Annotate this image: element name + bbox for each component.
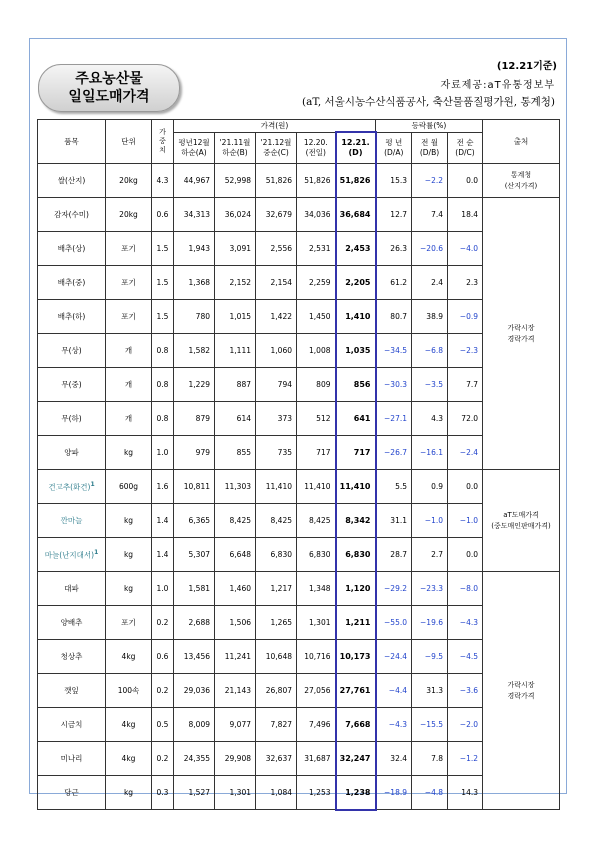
price-b: 1,015 — [215, 300, 256, 334]
unit: 100속 — [106, 674, 152, 708]
change-dc: −4.3 — [448, 606, 483, 640]
footnote-marker: 1 — [94, 548, 99, 556]
price-c: 2,556 — [256, 232, 297, 266]
header-price-col: 평년12월 하순(A) — [174, 132, 215, 164]
source-provider: 자료제공:aT유통정보부 — [440, 80, 555, 91]
change-db: 7.8 — [412, 742, 448, 776]
item-name: 청상추 — [38, 640, 106, 674]
change-dc: −2.4 — [448, 436, 483, 470]
header-weight: 가 중 치 — [152, 120, 174, 164]
title-line-2: 일일도매가격 — [68, 89, 150, 105]
weight: 0.6 — [152, 198, 174, 232]
price-a: 6,365 — [174, 504, 215, 538]
price-d: 856 — [336, 368, 376, 402]
table-row — [38, 436, 560, 470]
price-c: 51,826 — [256, 164, 297, 198]
unit: kg — [106, 572, 152, 606]
change-dc: −4.0 — [448, 232, 483, 266]
table-row — [38, 572, 560, 606]
unit: kg — [106, 538, 152, 572]
unit: kg — [106, 776, 152, 810]
price-d: 10,173 — [336, 640, 376, 674]
weight: 0.2 — [152, 606, 174, 640]
price-d: 2,453 — [336, 232, 376, 266]
change-da: −4.3 — [376, 708, 412, 742]
change-da: −24.4 — [376, 640, 412, 674]
price-prev: 51,826 — [297, 164, 336, 198]
table-row — [38, 334, 560, 368]
price-a: 1,229 — [174, 368, 215, 402]
change-dc: 2.3 — [448, 266, 483, 300]
change-da: −27.1 — [376, 402, 412, 436]
price-b: 3,091 — [215, 232, 256, 266]
price-c: 6,830 — [256, 538, 297, 572]
header-unit: 단위 — [106, 120, 152, 164]
change-db: −19.6 — [412, 606, 448, 640]
price-b: 21,143 — [215, 674, 256, 708]
price-b: 1,301 — [215, 776, 256, 810]
change-db: 2.7 — [412, 538, 448, 572]
table-row — [38, 368, 560, 402]
item-name: 건고추(화건)$^1$ — [38, 470, 106, 504]
weight: 0.8 — [152, 334, 174, 368]
price-a: 24,355 — [174, 742, 215, 776]
change-dc: 18.4 — [448, 198, 483, 232]
table-row — [38, 776, 560, 810]
price-a: 10,811 — [174, 470, 215, 504]
item-name: 감자(수미) — [38, 198, 106, 232]
change-db: 38.9 — [412, 300, 448, 334]
change-db: −16.1 — [412, 436, 448, 470]
unit: kg — [106, 504, 152, 538]
change-da: 61.2 — [376, 266, 412, 300]
price-prev: 1,348 — [297, 572, 336, 606]
change-db: −4.8 — [412, 776, 448, 810]
weight: 1.6 — [152, 470, 174, 504]
price-a: 8,009 — [174, 708, 215, 742]
price-d: 1,410 — [336, 300, 376, 334]
price-a: 1,943 — [174, 232, 215, 266]
price-c: 1,422 — [256, 300, 297, 334]
change-db: −2.2 — [412, 164, 448, 198]
price-c: 7,827 — [256, 708, 297, 742]
change-da: 31.1 — [376, 504, 412, 538]
unit: 4kg — [106, 742, 152, 776]
price-b: 9,077 — [215, 708, 256, 742]
change-dc: 14.3 — [448, 776, 483, 810]
header-change-col: 전 순 (D/C) — [448, 132, 483, 164]
item-name: 당근 — [38, 776, 106, 810]
change-dc: −2.0 — [448, 708, 483, 742]
price-d: 641 — [336, 402, 376, 436]
item-name: 미나리 — [38, 742, 106, 776]
weight: 0.8 — [152, 402, 174, 436]
price-prev: 31,687 — [297, 742, 336, 776]
change-db: 0.9 — [412, 470, 448, 504]
price-b: 29,908 — [215, 742, 256, 776]
unit: 개 — [106, 334, 152, 368]
weight: 1.0 — [152, 572, 174, 606]
price-c: 2,154 — [256, 266, 297, 300]
price-c: 1,084 — [256, 776, 297, 810]
price-prev: 2,531 — [297, 232, 336, 266]
change-da: 26.3 — [376, 232, 412, 266]
change-dc: −2.3 — [448, 334, 483, 368]
change-db: 7.4 — [412, 198, 448, 232]
table-row — [38, 266, 560, 300]
change-da: 28.7 — [376, 538, 412, 572]
table-row — [38, 640, 560, 674]
item-name: 시금치 — [38, 708, 106, 742]
price-c: 1,265 — [256, 606, 297, 640]
weight: 0.5 — [152, 708, 174, 742]
weight: 0.3 — [152, 776, 174, 810]
title-line-1: 주요농산물 — [75, 71, 143, 87]
price-b: 1,506 — [215, 606, 256, 640]
change-dc: 72.0 — [448, 402, 483, 436]
item-name: 무(중) — [38, 368, 106, 402]
table-row — [38, 164, 560, 198]
price-a: 1,581 — [174, 572, 215, 606]
price-a: 879 — [174, 402, 215, 436]
footnote-marker: 1 — [90, 480, 95, 488]
header-change-col: 전 월 (D/B) — [412, 132, 448, 164]
table-row — [38, 198, 560, 232]
price-b: 887 — [215, 368, 256, 402]
weight: 1.4 — [152, 504, 174, 538]
price-d: 7,668 — [336, 708, 376, 742]
item-name: 무(하) — [38, 402, 106, 436]
change-da: 5.5 — [376, 470, 412, 504]
price-d: 1,120 — [336, 572, 376, 606]
price-b: 11,241 — [215, 640, 256, 674]
item-name: 양배추 — [38, 606, 106, 640]
unit: 4kg — [106, 708, 152, 742]
price-a: 13,456 — [174, 640, 215, 674]
change-dc: 0.0 — [448, 538, 483, 572]
header-item: 품목 — [38, 120, 106, 164]
price-a: 979 — [174, 436, 215, 470]
change-db: −6.8 — [412, 334, 448, 368]
unit: 20kg — [106, 164, 152, 198]
price-prev: 717 — [297, 436, 336, 470]
table-row — [38, 504, 560, 538]
price-d: 6,830 — [336, 538, 376, 572]
header-price-col: 12.20. (전일) — [297, 132, 336, 164]
price-c: 32,679 — [256, 198, 297, 232]
unit: 포기 — [106, 266, 152, 300]
price-d: 1,211 — [336, 606, 376, 640]
source-cell: 가락시장 경락가격 — [483, 572, 560, 810]
unit: 포기 — [106, 300, 152, 334]
header-change-col: 평 년 (D/A) — [376, 132, 412, 164]
change-dc: −4.5 — [448, 640, 483, 674]
price-b: 6,648 — [215, 538, 256, 572]
weight: 1.5 — [152, 266, 174, 300]
price-c: 10,648 — [256, 640, 297, 674]
change-dc: −3.6 — [448, 674, 483, 708]
header-change-group: 등락률(%) — [376, 120, 483, 133]
item-name: 대파 — [38, 572, 106, 606]
change-da: 15.3 — [376, 164, 412, 198]
table-row — [38, 606, 560, 640]
price-a: 1,582 — [174, 334, 215, 368]
price-b: 2,152 — [215, 266, 256, 300]
change-dc: −8.0 — [448, 572, 483, 606]
price-b: 11,303 — [215, 470, 256, 504]
source-cell: aT도매가격 (중도매인판매가격) — [483, 470, 560, 572]
item-name: 배추(하) — [38, 300, 106, 334]
price-prev: 6,830 — [297, 538, 336, 572]
table-row — [38, 538, 560, 572]
date-label: (12.21기준) — [496, 61, 557, 72]
change-db: −3.5 — [412, 368, 448, 402]
price-prev: 1,253 — [297, 776, 336, 810]
change-db: −1.0 — [412, 504, 448, 538]
weight: 0.2 — [152, 674, 174, 708]
change-dc: −0.9 — [448, 300, 483, 334]
unit: kg — [106, 436, 152, 470]
header-source: 출처 — [483, 120, 560, 164]
item-name: 마늘(난지대서)$^1$ — [38, 538, 106, 572]
change-da: −4.4 — [376, 674, 412, 708]
table-row — [38, 402, 560, 436]
change-db: 4.3 — [412, 402, 448, 436]
price-prev: 8,425 — [297, 504, 336, 538]
price-prev: 11,410 — [297, 470, 336, 504]
change-da: −55.0 — [376, 606, 412, 640]
price-prev: 512 — [297, 402, 336, 436]
weight: 1.4 — [152, 538, 174, 572]
item-name: 배추(상) — [38, 232, 106, 266]
price-b: 8,425 — [215, 504, 256, 538]
source-cell: 통계청 (산지가격) — [483, 164, 560, 198]
change-da: −34.5 — [376, 334, 412, 368]
change-db: −9.5 — [412, 640, 448, 674]
table-row — [38, 742, 560, 776]
change-da: 32.4 — [376, 742, 412, 776]
price-prev: 809 — [297, 368, 336, 402]
table-row — [38, 708, 560, 742]
item-name: 무(상) — [38, 334, 106, 368]
price-prev: 34,036 — [297, 198, 336, 232]
change-da: 12.7 — [376, 198, 412, 232]
price-b: 52,998 — [215, 164, 256, 198]
change-db: −23.3 — [412, 572, 448, 606]
change-db: −20.6 — [412, 232, 448, 266]
price-a: 44,967 — [174, 164, 215, 198]
change-da: −29.2 — [376, 572, 412, 606]
weight: 0.2 — [152, 742, 174, 776]
weight: 4.3 — [152, 164, 174, 198]
price-prev: 27,056 — [297, 674, 336, 708]
price-c: 8,425 — [256, 504, 297, 538]
price-b: 614 — [215, 402, 256, 436]
unit: 4kg — [106, 640, 152, 674]
weight: 1.5 — [152, 232, 174, 266]
table-row — [38, 300, 560, 334]
price-d: 36,684 — [336, 198, 376, 232]
price-b: 36,024 — [215, 198, 256, 232]
price-a: 1,527 — [174, 776, 215, 810]
price-c: 26,807 — [256, 674, 297, 708]
change-dc: −1.0 — [448, 504, 483, 538]
header-price-col: 12.21. (D) — [336, 132, 376, 164]
change-dc: −1.2 — [448, 742, 483, 776]
price-b: 1,111 — [215, 334, 256, 368]
price-d: 1,238 — [336, 776, 376, 810]
item-name: 깻잎 — [38, 674, 106, 708]
change-db: 2.4 — [412, 266, 448, 300]
change-da: −26.7 — [376, 436, 412, 470]
change-da: 80.7 — [376, 300, 412, 334]
table-row — [38, 470, 560, 504]
price-d: 27,761 — [336, 674, 376, 708]
price-d: 2,205 — [336, 266, 376, 300]
price-d: 1,035 — [336, 334, 376, 368]
price-prev: 2,259 — [297, 266, 336, 300]
unit: 포기 — [106, 606, 152, 640]
weight: 1.5 — [152, 300, 174, 334]
price-prev: 1,301 — [297, 606, 336, 640]
price-a: 29,036 — [174, 674, 215, 708]
item-name: 배추(중) — [38, 266, 106, 300]
weight: 1.0 — [152, 436, 174, 470]
source-cell: 가락시장 경락가격 — [483, 198, 560, 470]
price-c: 373 — [256, 402, 297, 436]
unit: 20kg — [106, 198, 152, 232]
header-price-col: '21.11월 하순(B) — [215, 132, 256, 164]
price-a: 34,313 — [174, 198, 215, 232]
weight: 0.8 — [152, 368, 174, 402]
unit: 개 — [106, 368, 152, 402]
item-name: 깐마늘 — [38, 504, 106, 538]
price-c: 32,637 — [256, 742, 297, 776]
change-da: −30.3 — [376, 368, 412, 402]
source-organizations: (aT, 서울시농수산식품공사, 축산물품질평가원, 통계청) — [302, 96, 555, 108]
price-prev: 1,450 — [297, 300, 336, 334]
price-c: 1,060 — [256, 334, 297, 368]
price-d: 717 — [336, 436, 376, 470]
price-a: 2,688 — [174, 606, 215, 640]
price-a: 780 — [174, 300, 215, 334]
price-prev: 1,008 — [297, 334, 336, 368]
item-name: 쌀(산지) — [38, 164, 106, 198]
price-d: 11,410 — [336, 470, 376, 504]
price-d: 8,342 — [336, 504, 376, 538]
header-price-group: 가격(원) — [174, 120, 376, 133]
unit: 600g — [106, 470, 152, 504]
change-db: −15.5 — [412, 708, 448, 742]
price-c: 794 — [256, 368, 297, 402]
table-row — [38, 232, 560, 266]
price-d: 32,247 — [336, 742, 376, 776]
header-price-col: '21.12월 중순(C) — [256, 132, 297, 164]
price-c: 1,217 — [256, 572, 297, 606]
price-a: 5,307 — [174, 538, 215, 572]
change-da: −18.9 — [376, 776, 412, 810]
change-dc: 0.0 — [448, 164, 483, 198]
change-dc: 7.7 — [448, 368, 483, 402]
price-a: 1,368 — [174, 266, 215, 300]
weight: 0.6 — [152, 640, 174, 674]
unit: 포기 — [106, 232, 152, 266]
table-row — [38, 674, 560, 708]
price-b: 855 — [215, 436, 256, 470]
change-db: 31.3 — [412, 674, 448, 708]
price-d: 51,826 — [336, 164, 376, 198]
price-table — [37, 119, 560, 811]
change-dc: 0.0 — [448, 470, 483, 504]
title-badge — [38, 64, 180, 112]
item-name: 양파 — [38, 436, 106, 470]
price-c: 11,410 — [256, 470, 297, 504]
price-prev: 10,716 — [297, 640, 336, 674]
price-c: 735 — [256, 436, 297, 470]
price-b: 1,460 — [215, 572, 256, 606]
price-prev: 7,496 — [297, 708, 336, 742]
unit: 개 — [106, 402, 152, 436]
